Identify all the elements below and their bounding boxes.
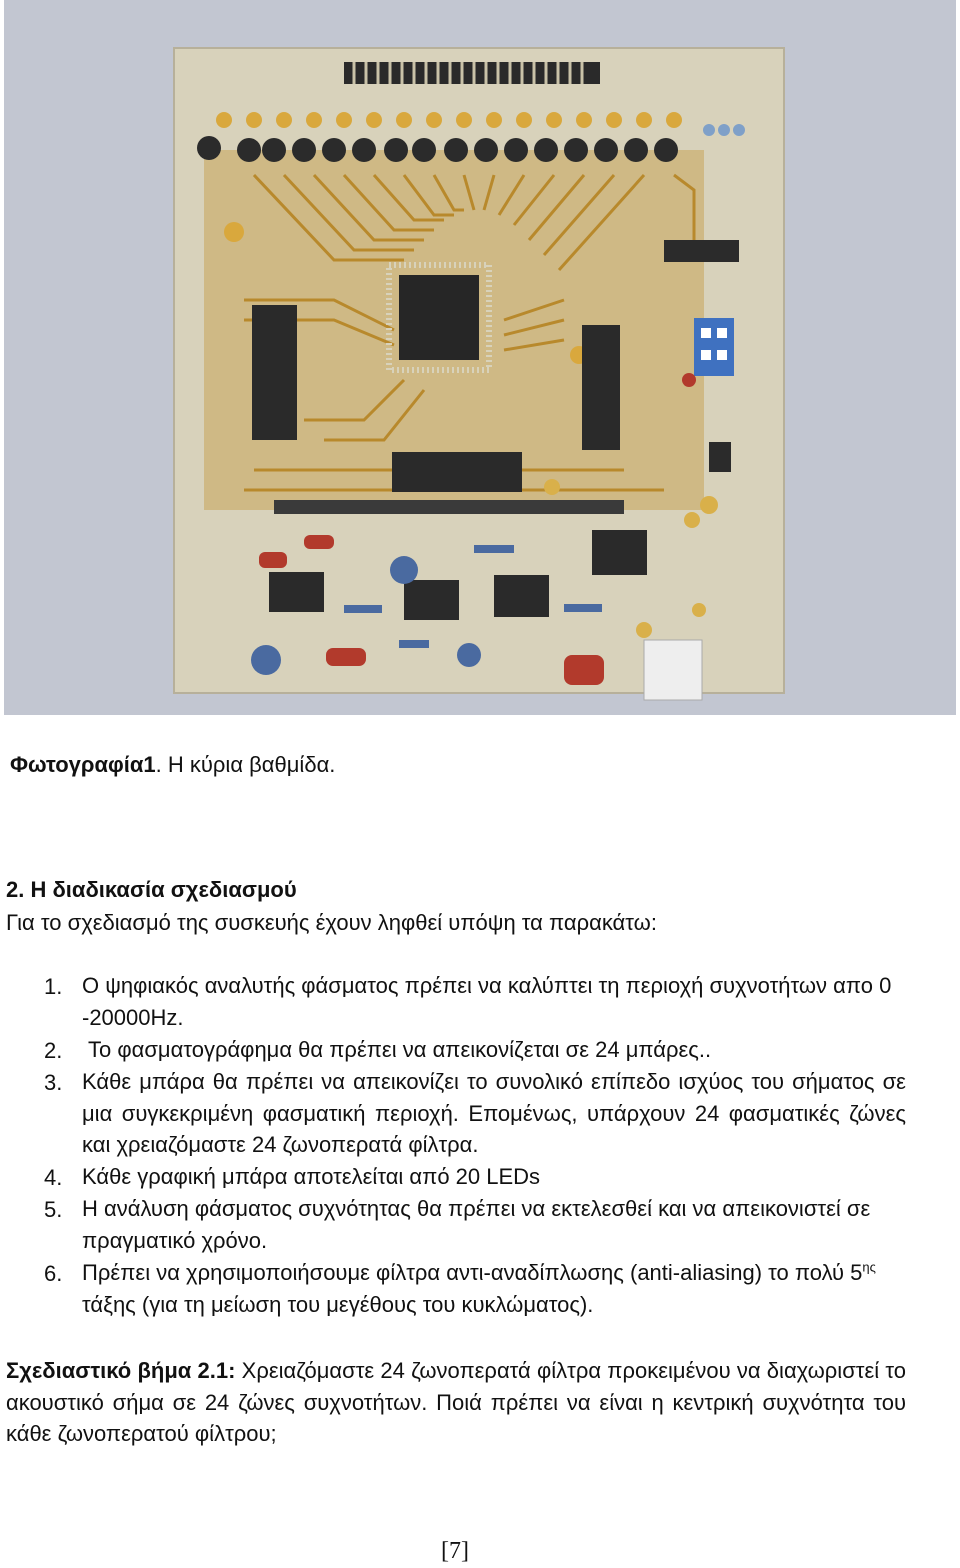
list-item: Κάθε γραφική μπάρα αποτελείται από 20 LEDs [82, 1164, 541, 1189]
caption-text: . Η κύρια βαθμίδα. [155, 752, 336, 777]
list-item-number: 2. [44, 1038, 63, 1063]
section-heading: 2. Η διαδικασία σχεδιασμού [6, 877, 297, 902]
design-step-text: Χρειαζόμαστε 24 ζωνοπερατά φίλτρα προκειμένου να διαχωριστεί το ακουστικό σήμα σε 24 ζώνες συχνοτήτων. Ποιά πρέπει να είναι η κεντρική συχνότητα του κάθε ζωνοπερατού φίλτρου; [6, 1358, 906, 1446]
list-item-text: τάξης (για τη μείωση του μεγέθους του κυκλώματος). [82, 1291, 594, 1317]
list-item-number: 5. [44, 1197, 63, 1222]
list-item: Η ανάλυση φάσματος συχνότητας θα πρέπει να εκτελεσθεί και να απεικονιστεί σε πραγματικό χρόνο. [82, 1196, 871, 1253]
section-intro: Για το σχεδιασμό της συσκευής έχουν ληφθεί υπόψη τα παρακάτω: [6, 910, 657, 935]
list-item: Ο ψηφιακός αναλυτής φάσματος πρέπει να καλύπτει τη περιοχή συχνοτήτων απο 0 -20000Hz. [82, 973, 892, 1030]
list-item-number: 3. [44, 1070, 63, 1095]
list-item: Κάθε μπάρα θα πρέπει να απεικονίζει το συνολικό επίπεδο ισχύος του σήματος σε μια συγκεκριμένη φασματική περιοχή. Επομένως, υπάρχουν 24 φασματικές ζώνες και χρειαζόμαστε 24 ζωνοπερατά φίλτρα. [82, 1069, 906, 1157]
superscript: ης [862, 1259, 876, 1275]
list-item-text: Πρέπει να χρησιμοποιήσουμε φίλτρα αντι-αναδίπλωσης (anti-aliasing) το πολύ 5 [82, 1260, 863, 1285]
list-item-number: 4. [44, 1165, 63, 1190]
design-step-paragraph [6, 1355, 906, 1450]
list-item [82, 1257, 906, 1320]
photo-caption [10, 752, 335, 778]
pcb-photo [4, 0, 956, 715]
list-item-number: 6. [44, 1261, 63, 1286]
caption-label: Φωτογραφία1 [10, 752, 156, 777]
list-item-number: 1. [44, 974, 63, 999]
list-item: Το φασματογράφημα θα πρέπει να απεικονίζεται σε 24 μπάρες.. [88, 1037, 712, 1062]
page-number: [7] [441, 1538, 469, 1564]
design-step-label: Σχεδιαστικό βήμα 2.1: [6, 1358, 236, 1383]
